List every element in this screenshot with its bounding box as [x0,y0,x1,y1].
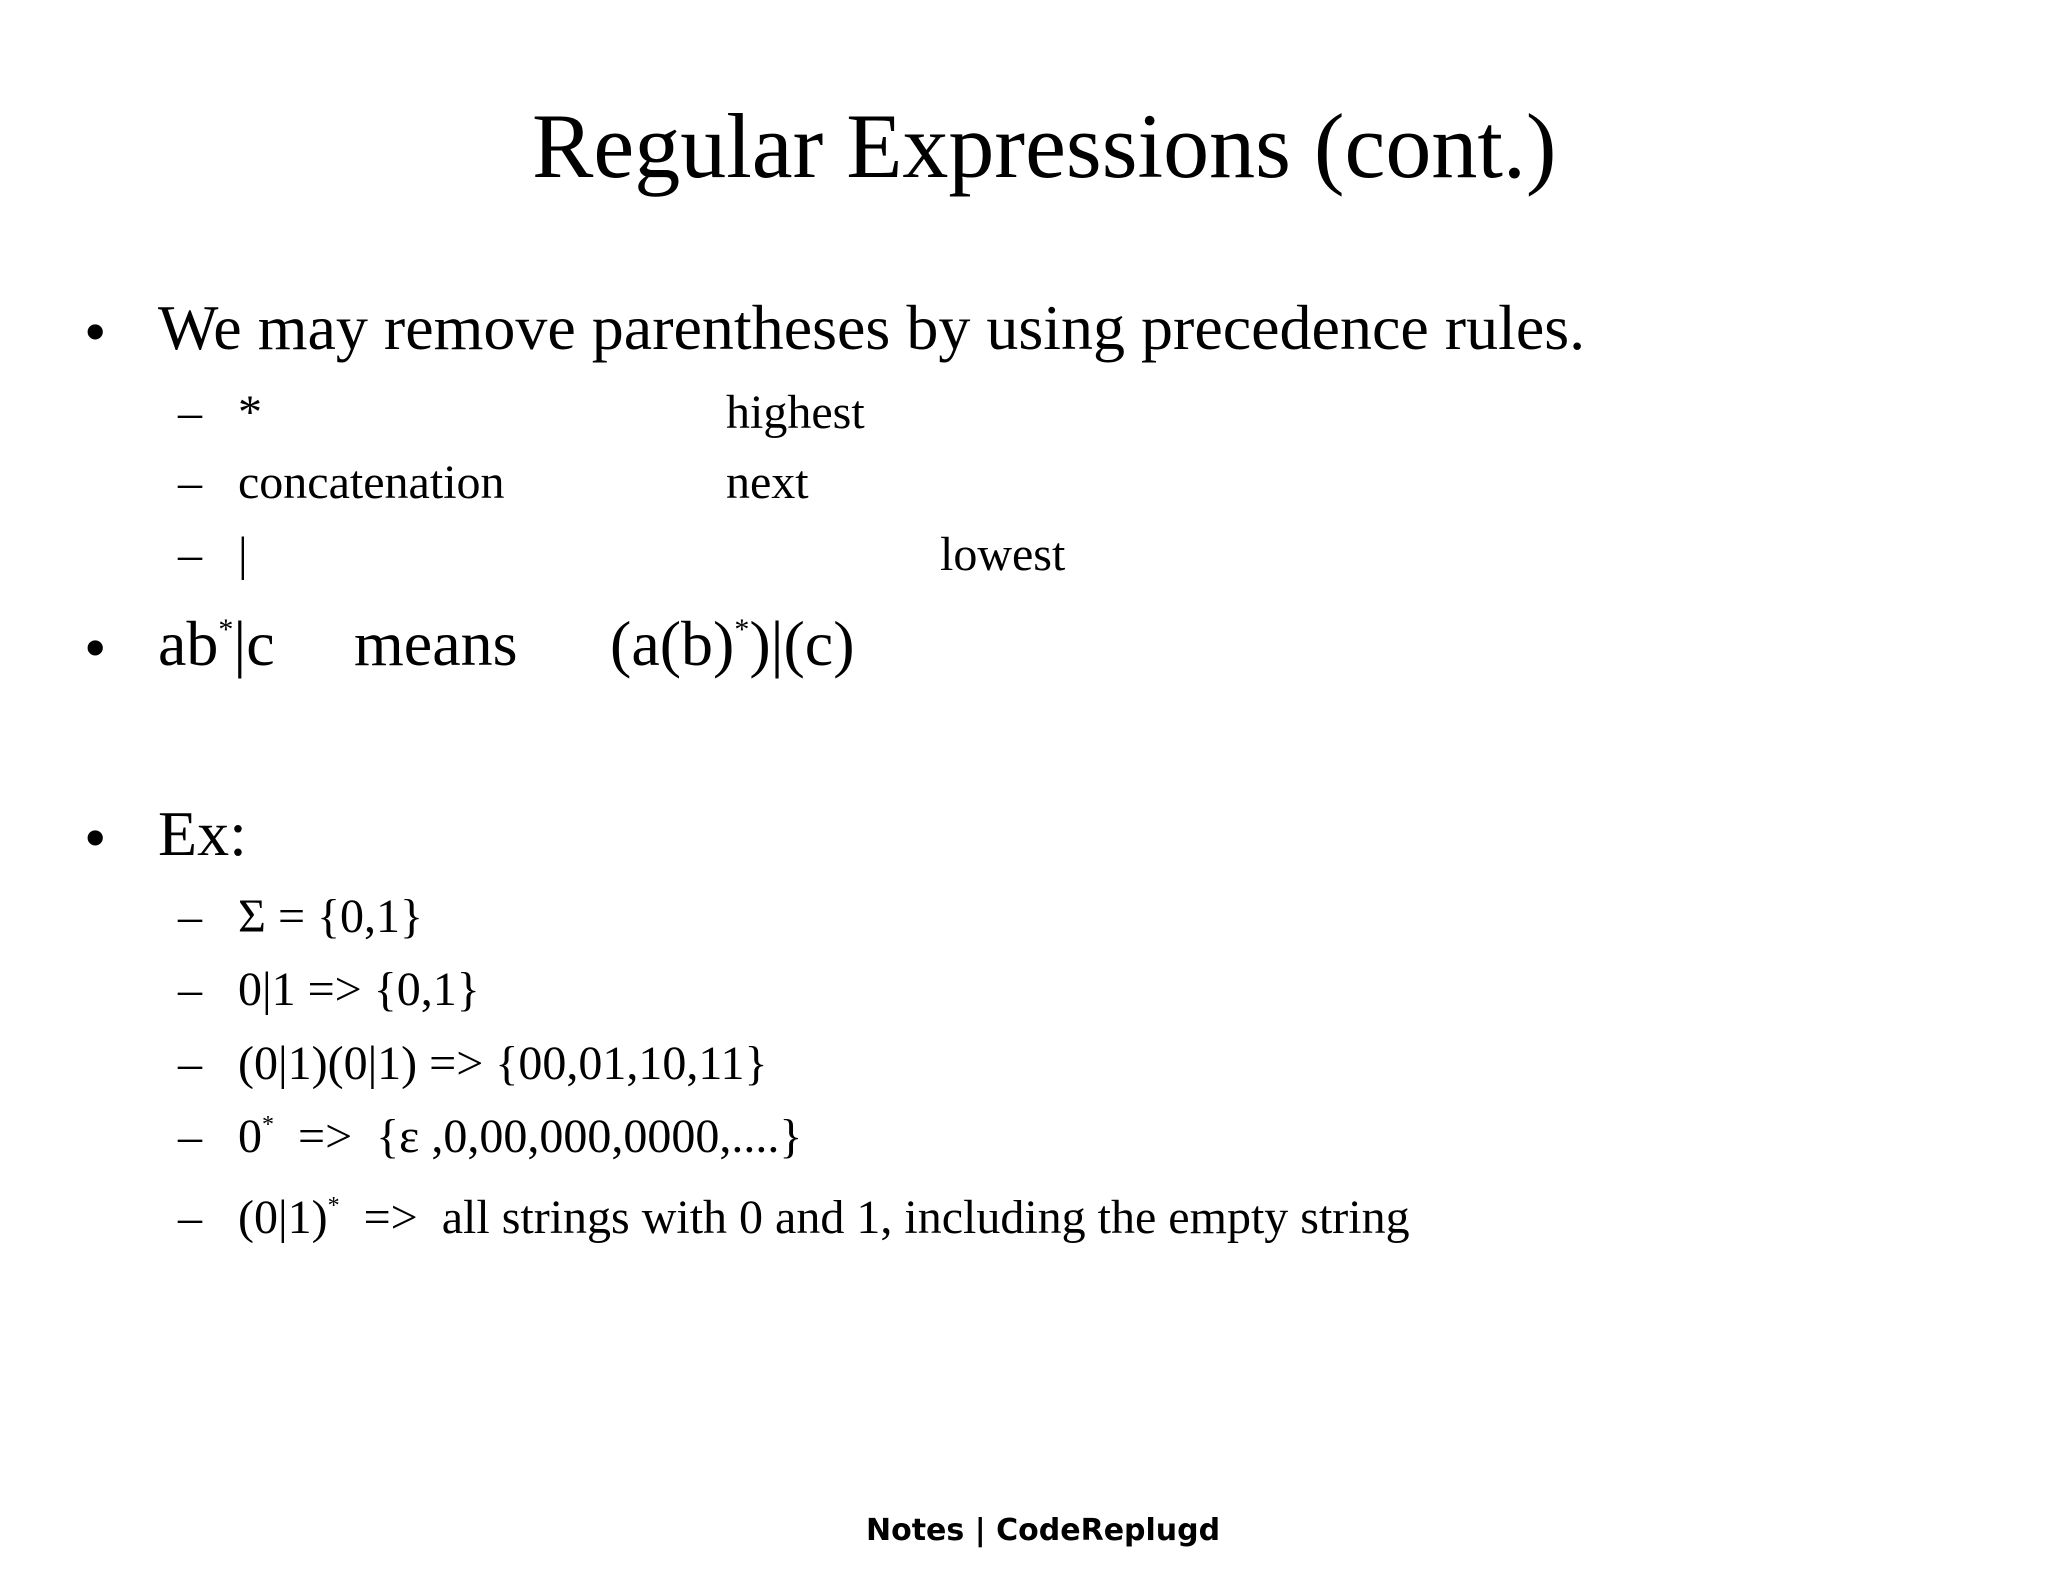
footer-credit [866,1513,1221,1548]
dash-marker: – [178,1110,202,1163]
bullet-marker: • [84,802,107,873]
dash-marker: – [178,963,202,1016]
footer-separator: | [974,1513,986,1548]
rule-level-highest: highest [726,386,865,439]
bullet-precedence-text: We may remove parentheses by using precedence rules. [158,292,1586,363]
ex-item-all-strings: (0|1)* => all strings with 0 and 1, including the empty string [238,1191,1410,1244]
slide-title: Regular Expressions (cont.) [532,95,1557,197]
bullet-marker: • [84,296,107,367]
rule-level-next: next [726,456,809,509]
bullet-marker: • [84,612,107,683]
dash-marker: – [178,456,202,509]
ex-item-alphabet: Σ = {0,1} [238,890,424,943]
ex-label: Ex: [158,798,247,869]
ex-item-union: 0|1 => {0,1} [238,963,480,1016]
expr-parenthesized: (a(b)*)|(c) [610,608,855,679]
dash-marker: – [178,1191,202,1244]
ex-item-concat: (0|1)(0|1) => {00,01,10,11} [238,1037,768,1090]
expr-ab-star-c: ab*|c [158,608,275,679]
ex-item-zero-star: 0* => {ε ,0,00,000,0000,....} [238,1110,803,1163]
rule-level-lowest: lowest [940,528,1066,581]
footer-notes: Notes [866,1513,965,1548]
dash-marker: – [178,1037,202,1090]
rule-op-concatenation: concatenation [238,456,505,509]
rule-op-star: * [238,386,262,439]
rule-op-bar: | [238,528,248,581]
means-label: means [354,608,518,679]
dash-marker: – [178,386,202,439]
dash-marker: – [178,528,202,581]
dash-marker: – [178,890,202,943]
footer-brand: CodeReplugd [996,1513,1221,1548]
